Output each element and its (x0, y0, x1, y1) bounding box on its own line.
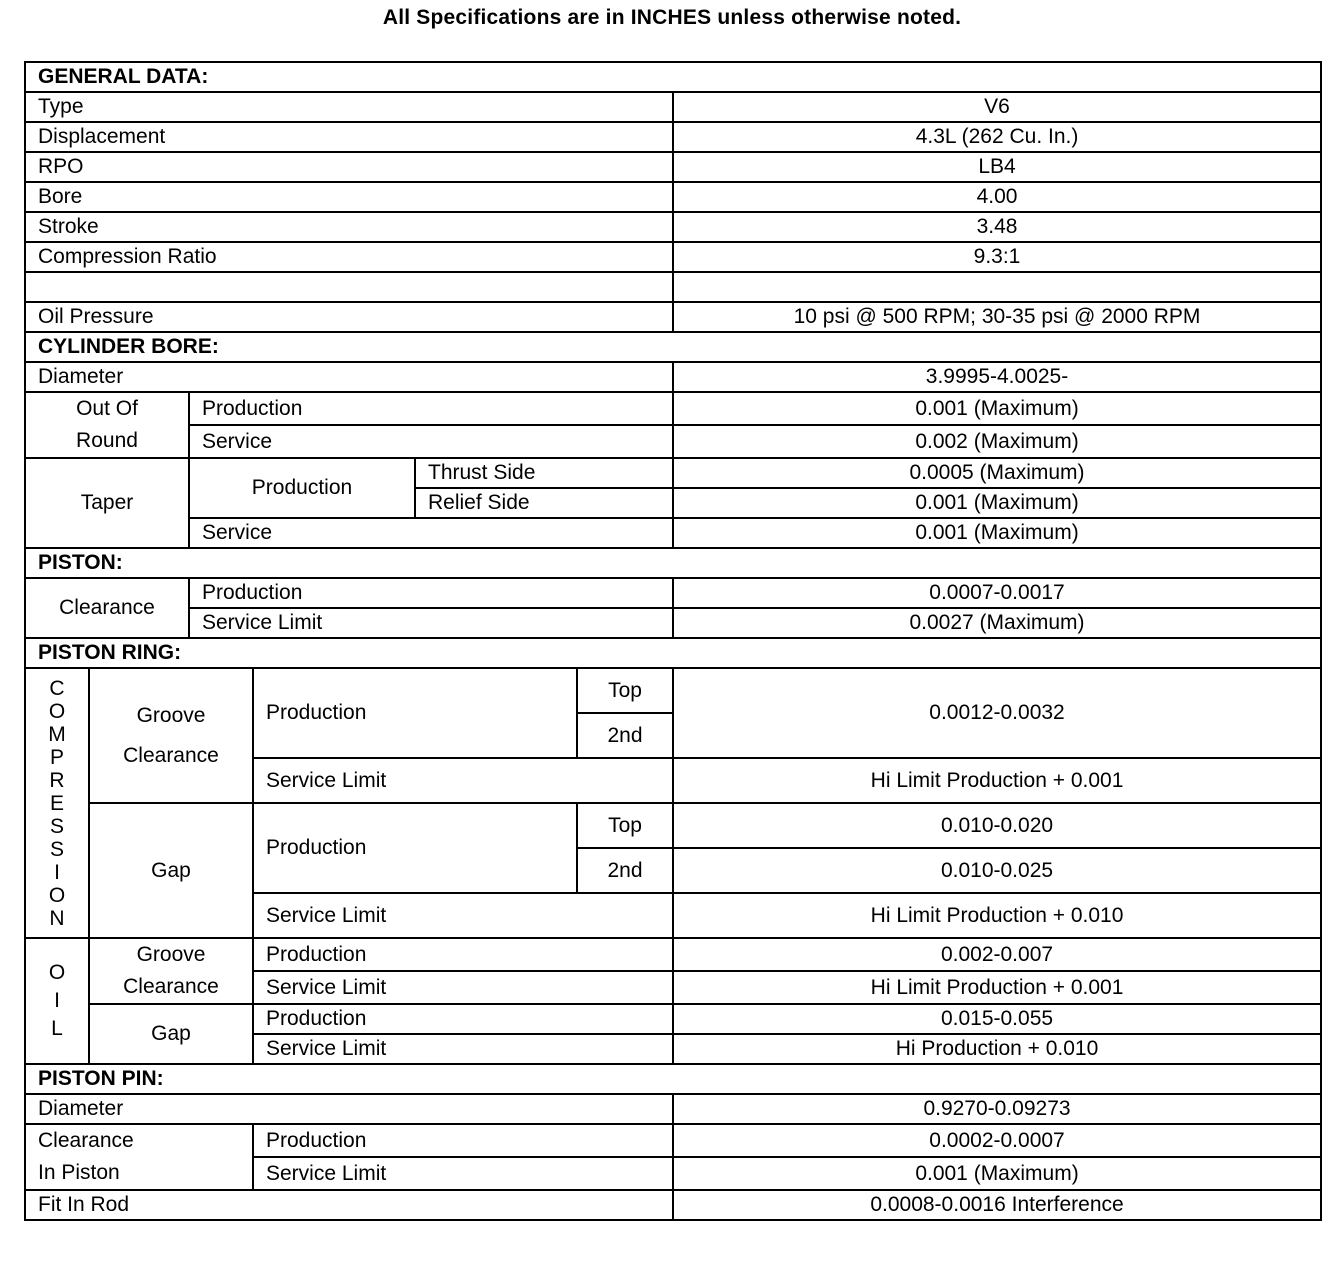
table-row (25, 392, 1321, 425)
spec-value: 0.0012-0.0032 (673, 668, 1321, 758)
spec-value: Hi Limit Production + 0.010 (673, 893, 1321, 938)
oil-vertical-label (25, 938, 89, 1064)
spec-value: LB4 (673, 152, 1321, 182)
top-label: Top (577, 803, 673, 848)
table-row (25, 425, 1321, 458)
out-of-round-line2: Round (76, 429, 138, 452)
section-title-general: GENERAL DATA: (25, 62, 1321, 92)
spec-value: Hi Limit Production + 0.001 (673, 971, 1321, 1004)
table-row (25, 608, 1321, 638)
spec-label: Oil Pressure (25, 302, 673, 332)
compression-letter: P (49, 745, 64, 769)
spec-label: Production (253, 938, 673, 971)
spec-label: Production (253, 803, 577, 893)
compression-letter: S (49, 837, 64, 861)
table-row (25, 242, 1321, 272)
engine-spec-table (24, 61, 1322, 1221)
table-row (25, 92, 1321, 122)
spec-label: Thrust Side (415, 458, 673, 488)
gap-label: Gap (89, 803, 253, 938)
spec-label: Service Limit (253, 971, 673, 1004)
spec-value: 0.001 (Maximum) (673, 392, 1321, 425)
spec-value: V6 (673, 92, 1321, 122)
spec-value: 4.3L (262 Cu. In.) (673, 122, 1321, 152)
spec-label: Bore (25, 182, 673, 212)
section-row-piston-ring (25, 638, 1321, 668)
spec-label: Compression Ratio (25, 242, 673, 272)
spec-value: 0.0027 (Maximum) (673, 608, 1321, 638)
spec-value: 0.001 (Maximum) (673, 518, 1321, 548)
spec-label: Stroke (25, 212, 673, 242)
spec-label: Type (25, 92, 673, 122)
table-row (25, 668, 1321, 713)
groove-line2: Clearance (123, 743, 219, 767)
oil-letter: L (51, 1017, 63, 1040)
spec-label: Service Limit (189, 608, 673, 638)
spec-label: Production (189, 578, 673, 608)
spec-label: Service Limit (253, 1034, 673, 1064)
top-label: Top (577, 668, 673, 713)
table-row (25, 1124, 1321, 1157)
oil-groove-line1: Groove (136, 943, 206, 966)
compression-letter: C (49, 676, 65, 700)
compression-letter: O (48, 699, 66, 723)
table-row (25, 362, 1321, 392)
spec-label: Service Limit (253, 893, 673, 938)
spec-value: 3.9995-4.0025- (673, 362, 1321, 392)
section-row-piston-pin (25, 1064, 1321, 1094)
spec-value: 0.001 (Maximum) (673, 1157, 1321, 1190)
page-title: All Specifications are in INCHES unless otherwise noted. (382, 6, 962, 29)
oil-groove-clearance-label (89, 938, 253, 1004)
second-label: 2nd (577, 713, 673, 758)
spec-value: Hi Production + 0.010 (673, 1034, 1321, 1064)
spec-label: Production (253, 1004, 673, 1034)
spec-label: Service (189, 518, 673, 548)
spec-value: 0.0005 (Maximum) (673, 458, 1321, 488)
spec-value: 3.48 (673, 212, 1321, 242)
empty-cell (673, 272, 1321, 302)
out-of-round-label (25, 392, 189, 458)
spec-value: 0.0007-0.0017 (673, 578, 1321, 608)
table-row (25, 182, 1321, 212)
section-row-general (25, 62, 1321, 92)
spec-label: Production (253, 1124, 673, 1157)
clearance-in-piston-label (25, 1124, 253, 1190)
out-of-round-line1: Out Of (76, 397, 138, 420)
groove-clearance-label (89, 668, 253, 803)
spec-value: 4.00 (673, 182, 1321, 212)
spec-value: 0.002 (Maximum) (673, 425, 1321, 458)
spec-value: 10 psi @ 500 RPM; 30-35 psi @ 2000 RPM (673, 302, 1321, 332)
section-title-piston: PISTON: (25, 548, 1321, 578)
second-label: 2nd (577, 848, 673, 893)
clearance-line1: Clearance (38, 1129, 134, 1152)
section-title-cylinder-bore: CYLINDER BORE: (25, 332, 1321, 362)
spec-label: Diameter (25, 1094, 673, 1124)
spec-label: Diameter (25, 362, 673, 392)
section-title-piston-ring: PISTON RING: (25, 638, 1321, 668)
spec-value: 0.9270-0.09273 (673, 1094, 1321, 1124)
spec-value: Hi Limit Production + 0.001 (673, 758, 1321, 803)
clearance-line2: In Piston (38, 1161, 120, 1184)
table-row (25, 938, 1321, 971)
spec-value: 9.3:1 (673, 242, 1321, 272)
table-row (25, 152, 1321, 182)
compression-letter: O (48, 883, 66, 907)
spec-label: Displacement (25, 122, 673, 152)
table-row (25, 1004, 1321, 1034)
oil-groove-line2: Clearance (123, 975, 219, 998)
spec-label: RPO (25, 152, 673, 182)
table-row (25, 1094, 1321, 1124)
spec-label: Service (189, 425, 673, 458)
spec-label: Production (253, 668, 577, 758)
compression-letter: E (49, 791, 64, 815)
compression-letter: S (49, 814, 64, 838)
spec-label: Relief Side (415, 488, 673, 518)
section-title-piston-pin: PISTON PIN: (25, 1064, 1321, 1094)
oil-gap-label: Gap (89, 1004, 253, 1064)
spec-value: 0.0008-0.0016 Interference (673, 1190, 1321, 1220)
spec-value: 0.010-0.020 (673, 803, 1321, 848)
oil-letter: O (48, 961, 66, 984)
table-row (25, 518, 1321, 548)
spec-value: 0.0002-0.0007 (673, 1124, 1321, 1157)
compression-letter: R (49, 768, 65, 792)
spec-value: 0.001 (Maximum) (673, 488, 1321, 518)
table-row-empty (25, 272, 1321, 302)
table-row (25, 1190, 1321, 1220)
spec-value: 0.002-0.007 (673, 938, 1321, 971)
section-row-cylinder-bore (25, 332, 1321, 362)
taper-production-label: Production (189, 458, 415, 518)
compression-vertical-label (25, 668, 89, 938)
table-row (25, 578, 1321, 608)
compression-letter: I (54, 860, 60, 884)
section-row-piston (25, 548, 1321, 578)
empty-cell (25, 272, 673, 302)
spec-label: Production (189, 392, 673, 425)
taper-label: Taper (25, 458, 189, 548)
table-row (25, 122, 1321, 152)
oil-letter: I (54, 989, 60, 1012)
table-row (25, 212, 1321, 242)
spec-label: Fit In Rod (25, 1190, 673, 1220)
compression-letter: M (48, 722, 66, 746)
spec-value: 0.010-0.025 (673, 848, 1321, 893)
spec-value: 0.015-0.055 (673, 1004, 1321, 1034)
clearance-label: Clearance (25, 578, 189, 638)
table-row (25, 458, 1321, 488)
compression-letter: N (49, 906, 65, 930)
table-row (25, 803, 1321, 848)
spec-label: Service Limit (253, 758, 673, 803)
table-row (25, 302, 1321, 332)
groove-line1: Groove (136, 703, 206, 727)
spec-label: Service Limit (253, 1157, 673, 1190)
